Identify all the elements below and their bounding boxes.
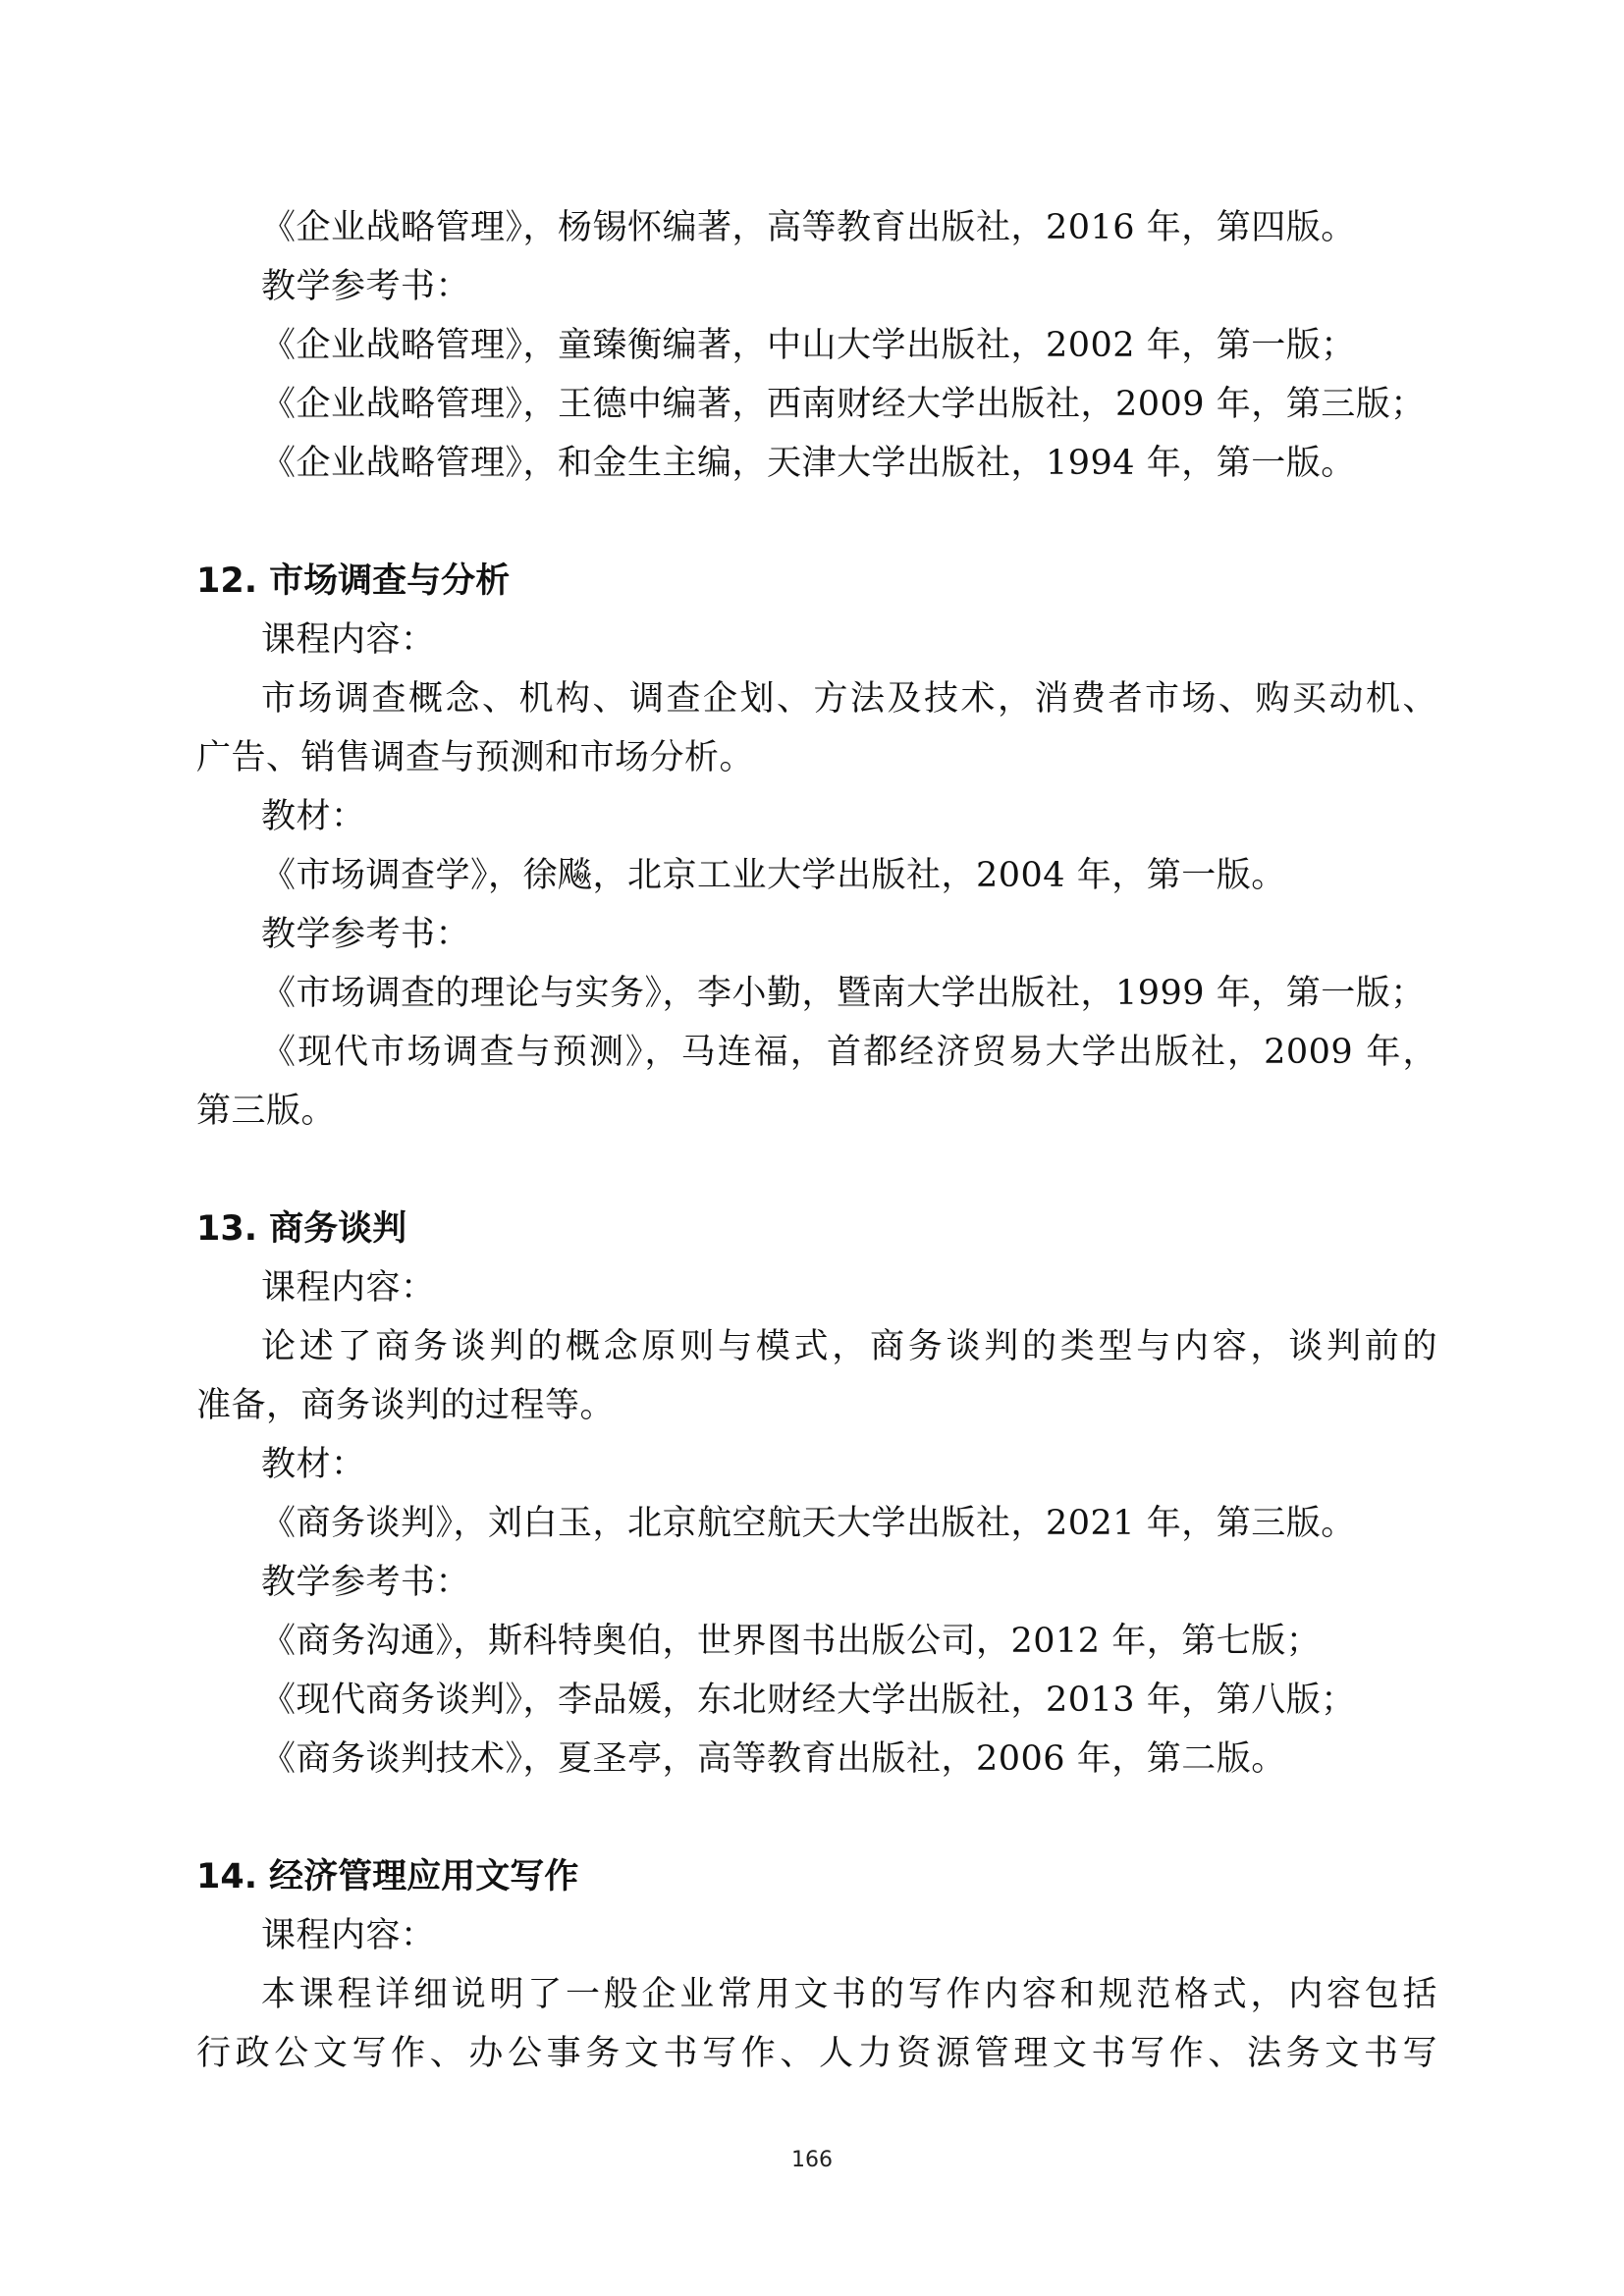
reference-entry: 《现代市场调查与预测》，马连福，首都经济贸易大学出版社，2009 年，	[261, 1033, 1437, 1072]
reference-entry: 《企业战略管理》，童臻衡编著，中山大学出版社，2002 年，第一版；	[261, 326, 1356, 365]
reference-entry-continuation: 第三版。	[196, 1092, 337, 1131]
page-number: 166	[791, 2148, 833, 2172]
textbook-entry: 《市场调查学》，徐飚，北京工业大学出版社，2004 年，第一版。	[261, 856, 1286, 895]
course-content-label: 课程内容：	[261, 1268, 436, 1308]
course-content-text: 行政公文写作、办公事务文书写作、人力资源管理文书写作、法务文书写	[196, 2034, 1437, 2073]
textbook-entry: 《商务谈判》，刘白玉，北京航空航天大学出版社，2021 年，第三版。	[261, 1504, 1356, 1543]
reference-books-label: 教学参考书：	[261, 1563, 471, 1602]
reference-entry: 《企业战略管理》，和金生主编，天津大学出版社，1994 年，第一版。	[261, 444, 1356, 483]
reference-entry: 《商务谈判技术》，夏圣亭，高等教育出版社，2006 年，第二版。	[261, 1739, 1286, 1779]
section-heading-13: 13. 商务谈判	[196, 1209, 407, 1249]
reference-books-label: 教学参考书：	[261, 267, 471, 306]
textbook-entry: 《企业战略管理》，杨锡怀编著，高等教育出版社，2016 年，第四版。	[261, 208, 1356, 247]
course-content-text: 市场调查概念、机构、调查企划、方法及技术，消费者市场、购买动机、	[261, 679, 1437, 719]
textbook-label: 教材：	[261, 1445, 366, 1484]
course-content-text: 论述了商务谈判的概念原则与模式，商务谈判的类型与内容，谈判前的	[261, 1327, 1437, 1366]
reference-entry: 《企业战略管理》，王德中编著，西南财经大学出版社，2009 年，第三版；	[261, 385, 1426, 424]
reference-entry: 《市场调查的理论与实务》，李小勤，暨南大学出版社，1999 年，第一版；	[261, 974, 1426, 1013]
reference-books-label: 教学参考书：	[261, 915, 471, 954]
reference-entry: 《现代商务谈判》，李品媛，东北财经大学出版社，2013 年，第八版；	[261, 1681, 1356, 1720]
section-heading-14: 14. 经济管理应用文写作	[196, 1857, 579, 1896]
course-content-text: 准备，商务谈判的过程等。	[196, 1386, 616, 1425]
textbook-label: 教材：	[261, 797, 366, 836]
section-heading-12: 12. 市场调查与分析	[196, 561, 511, 601]
course-content-text: 广告、销售调查与预测和市场分析。	[196, 738, 755, 777]
course-content-label: 课程内容：	[261, 620, 436, 660]
course-content-label: 课程内容：	[261, 1916, 436, 1955]
reference-entry: 《商务沟通》，斯科特奥伯，世界图书出版公司，2012 年，第七版；	[261, 1622, 1322, 1661]
course-content-text: 本课程详细说明了一般企业常用文书的写作内容和规范格式，内容包括	[261, 1975, 1437, 2014]
